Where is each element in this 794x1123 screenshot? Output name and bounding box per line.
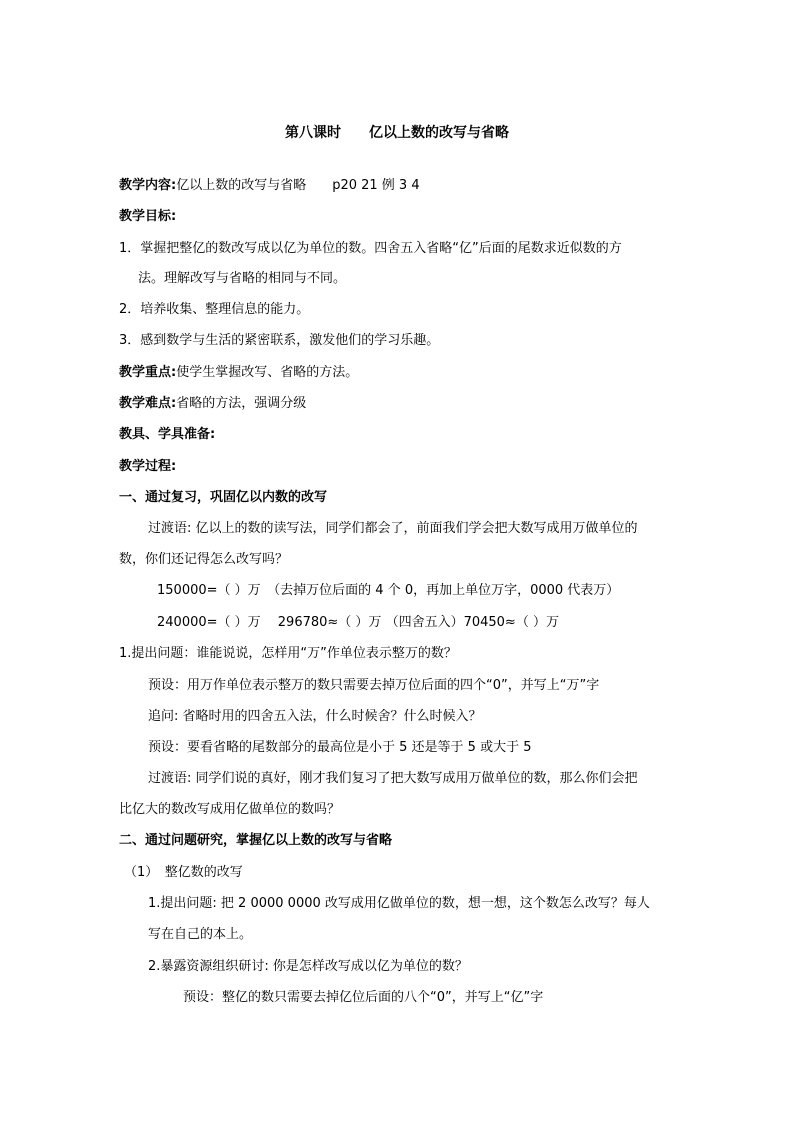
goal-1-line-2: 法。理解改写与省略的相同与不同。 [138, 271, 347, 286]
teaching-content [119, 177, 420, 195]
goal-2: 2．培养收集、整理信息的能力。 [119, 302, 310, 317]
tools-label: 教具、学具准备: [119, 427, 216, 442]
paragraph-2-line-2: 比亿大的数改写成用亿做单位的数吗？ [119, 802, 341, 817]
example-1: 150000=（ ）万 （去掉万位后面的 4 个 0，再加上单位万字，0000 代表万） [157, 583, 620, 598]
lesson-title: 第八课时 亿以上数的改写与省略 [285, 125, 509, 141]
difficulty-text: 省略的方法，强调分级 [176, 396, 307, 411]
key-point [119, 364, 358, 382]
answer-2: 预设：要看省略的尾数部分的最高位是小于 5 还是等于 5 或大于 5 [148, 740, 532, 755]
difficulty-label: 教学难点: [119, 396, 177, 411]
step-2: 2.暴露资源组织研讨: 你是怎样改写成以亿为单位的数？ [148, 959, 468, 974]
question-1: 1.提出问题：谁能说说，怎样用“万”作单位表示整万的数？ [119, 646, 457, 661]
content-text: 亿以上数的改写与省略 p20 21 例 3 4 [176, 178, 420, 193]
goals-label: 教学目标: [119, 209, 177, 224]
paragraph-2-line-1: 过渡语: 同学们说的真好，刚才我们复习了把大数写成用万做单位的数，那么你们会把 [148, 771, 638, 786]
subsection-1-heading: （1） 整亿数的改写 [124, 865, 243, 880]
step-1-line-2: 写在自己的本上。 [148, 927, 253, 942]
key-label: 教学重点: [119, 365, 177, 380]
goal-3: 3．感到数学与生活的紧密联系，激发他们的学习乐趣。 [119, 333, 440, 348]
answer-1: 预设：用万作单位表示整万的数只需要去掉万位后面的四个“0”，并写上“万”字 [148, 678, 600, 693]
paragraph-1-line-1: 过渡语: 亿以上的数的读写法，同学们都会了，前面我们学会把大数写成用万做单位的 [148, 521, 638, 536]
goal-1-line-1: 1．掌握把整亿的数改写成以亿为单位的数。四舍五入省略“亿”后面的尾数求近似数的方 [119, 241, 622, 256]
step-1-line-1: 1.提出问题: 把 2 0000 0000 改写成用亿做单位的数，想一想，这个数怎么改写？每人 [148, 896, 650, 911]
paragraph-1-line-2: 数，你们还记得怎么改写吗？ [119, 552, 289, 567]
process-label: 教学过程: [119, 459, 177, 474]
section-2-heading: 二、通过问题研究，掌握亿以上数的改写与省略 [119, 833, 393, 848]
key-text: 使学生掌握改写、省略的方法。 [176, 365, 359, 380]
question-2: 追问: 省略时用的四舍五入法，什么时候舍？什么时候入？ [148, 709, 482, 724]
difficulty [119, 395, 306, 413]
content-label: 教学内容: [119, 178, 177, 193]
section-1-heading: 一、通过复习，巩固亿以内数的改写 [119, 490, 328, 505]
example-2: 240000=（ ）万 296780≈（ ）万 （四舍五入）70450≈（ ）万 [157, 615, 559, 630]
step-2-answer: 预设：整亿的数只需要去掉亿位后面的八个“0”，并写上“亿”字 [183, 990, 544, 1005]
